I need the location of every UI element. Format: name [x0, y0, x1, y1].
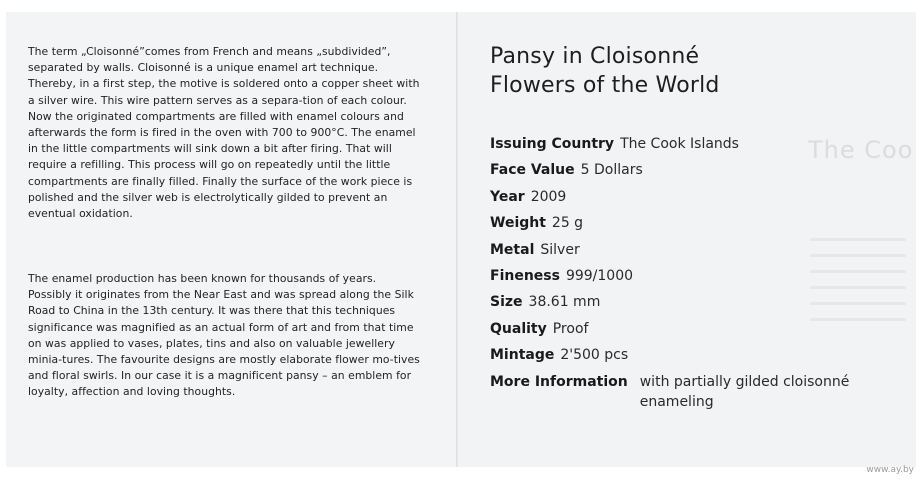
spec-label: Weight	[490, 215, 546, 232]
spec-row-year	[490, 189, 900, 215]
description-paragraph-1: The term „Cloisonné”comes from French and means „subdivided”, separated by walls. Cloisonné is a unique enamel art technique. Thereby, in a first step, the motive is soldered onto a copper sheet with a silver wire. This wire pattern serves as a separa-tion of each colour. Now the originated compartments are filled with enamel colours and afterwards the form is fired in the oven with 700 to 900°C. The enamel in the little compartments will sink down a bit after firing. That will require a refilling. This process will go on repeatedly until the little compartments are finally filled. Finally the surface of the work piece is polished and the silver web is electrolytically gilded to prevent an eventual oxidation.	[28, 45, 420, 221]
spec-value: 25 g	[551, 215, 584, 232]
spec-value: 2009	[530, 188, 567, 205]
spec-value: 38.61 mm	[528, 294, 601, 311]
spec-label: Metal	[490, 241, 535, 258]
spec-row-fineness	[490, 268, 900, 294]
spec-label: Fineness	[490, 267, 560, 284]
spec-label: Quality	[490, 320, 547, 337]
spec-value: 5 Dollars	[580, 162, 643, 179]
spec-row-issuing-country	[490, 136, 900, 162]
spec-row-weight	[490, 215, 900, 241]
specification-list	[490, 136, 900, 412]
spec-value: Silver	[540, 241, 580, 258]
coin-title-line-2: Flowers of the World	[490, 73, 720, 98]
spec-row-mintage	[490, 347, 900, 373]
spec-row-quality	[490, 321, 900, 347]
coin-title	[490, 42, 720, 100]
spec-value: 2'500 pcs	[560, 347, 629, 364]
show-through-text: The Coo	[808, 136, 914, 164]
site-watermark: www.ay.by	[866, 465, 914, 475]
spec-label: Issuing Country	[490, 136, 615, 152]
coin-title-line-1: Pansy in Cloisonné	[490, 44, 700, 69]
spec-row-more-information	[490, 374, 900, 412]
spec-label: Year	[490, 188, 525, 205]
spec-row-size	[490, 294, 900, 320]
spec-row-metal	[490, 242, 900, 268]
spec-value: Proof	[552, 320, 589, 337]
spec-label: Mintage	[490, 347, 555, 364]
spec-label: Size	[490, 294, 523, 311]
spec-label: More Information	[490, 373, 628, 390]
description-paragraph-2: The enamel production has been known for thousands of years. Possibly it originates from the Near East and was spread along the Silk Road to China in the 13th century. It was there that this techniques significance was magnified as an actual form of art and from that time on was applied to vases, plates, tins and also on valuable jewellery minia-tures. The favourite designs are mostly elaborate flower mo-tives and floral swirls. In our case it is a magnificent pansy – an emblem for loyalty, affection and loving thoughts.	[28, 272, 420, 399]
spec-label: Face Value	[490, 162, 575, 179]
spec-value: with partially gilded cloisonné enameling	[639, 373, 850, 410]
spec-value: The Cook Islands	[620, 136, 739, 152]
spec-value: 999/1000	[565, 267, 634, 284]
spec-row-face-value	[490, 162, 900, 188]
